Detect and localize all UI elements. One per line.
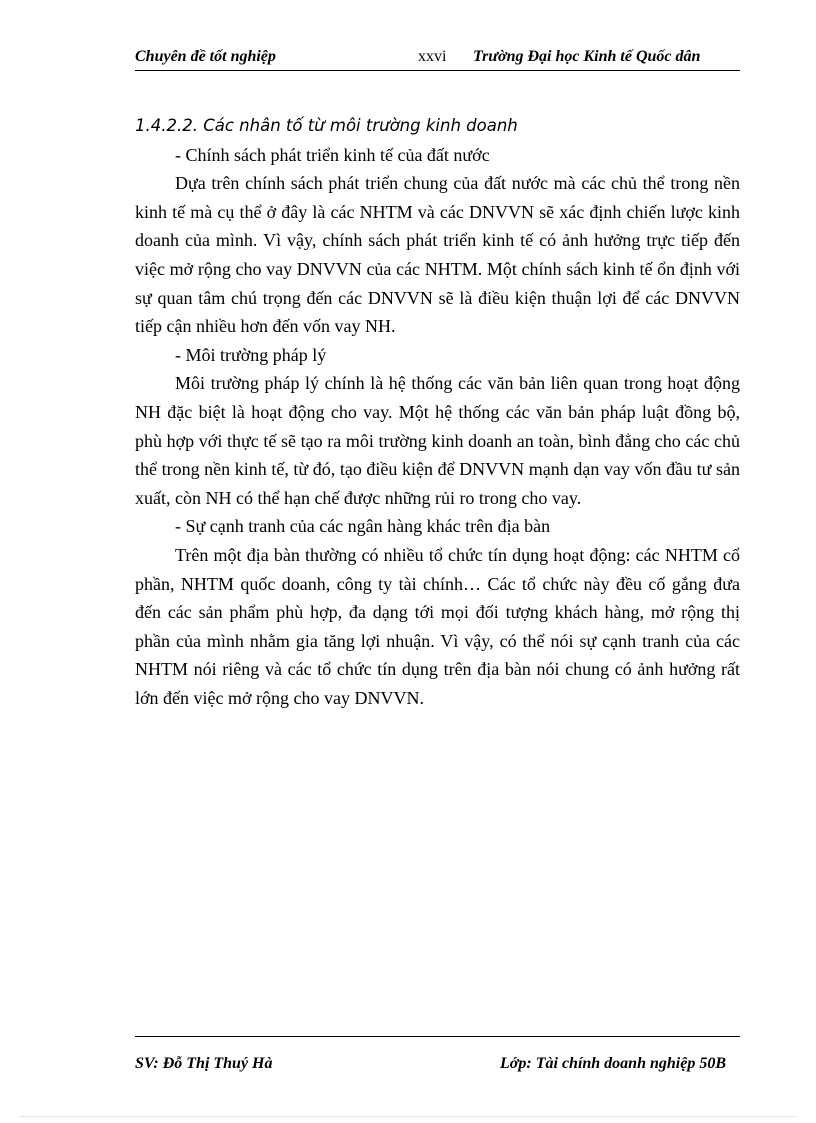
page-footer — [135, 1055, 740, 1079]
footer-divider — [135, 1036, 740, 1037]
page-body — [135, 112, 740, 712]
footer-class-name: Lớp: Tài chính doanh nghiệp 50B — [500, 1055, 726, 1072]
paragraph-economic-policy: Dựa trên chính sách phát triển chung của đất nước mà các chủ thể trong nền kinh tế mà cụ thể ở đây là các NHTM và các DNVVN sẽ xác định chiến lược kinh doanh của mình. Vì vậy, chính sách phát triển kinh tế có ảnh hưởng trực tiếp đến việc mở rộng cho vay DNVVN của các NHTM. Một chính sách kinh tế ổn định với sự quan tâm chú trọng đến các DNVVN sẽ là điều kiện thuận lợi để các DNVVN tiếp cận nhiều hơn đến vốn vay NH. — [135, 173, 740, 337]
page-header — [135, 48, 740, 72]
paragraph-competition: Trên một địa bàn thường có nhiều tổ chức tín dụng hoạt động: các NHTM cổ phần, NHTM quốc doanh, công ty tài chính… Các tổ chức này đều cố gắng đưa đến các sản phẩm phù hợp, đa dạng tới mọi đối tượng khách hàng, mở rộng thị phần của mình nhằm gia tăng lợi nhuận. Vì vậy, có thể nói sự cạnh tranh của các NHTM nói riêng và các tổ chức tín dụng trên địa bàn nói chung có ảnh hưởng rất lớn đến việc mở rộng cho vay DNVVN. — [135, 544, 740, 708]
header-university: Trường Đại học Kinh tế Quốc dân — [473, 48, 701, 65]
page-number: xxvi — [418, 48, 447, 65]
paragraph-legal-environment: Môi trường pháp lý chính là hệ thống các văn bản liên quan trong hoạt động NH đặc biệt là hoạt động cho vay. Một hệ thống các văn bản pháp luật đồng bộ, phù hợp với thực tế sẽ tạo ra môi trường kinh doanh an toàn, bình đẳng cho các chủ thể trong nền kinh tế, từ đó, tạo điều kiện để DNVVN mạnh dạn vay vốn đầu tư sản xuất, còn NH có thể hạn chế được những rủi ro trong cho vay. — [135, 373, 740, 508]
subsection-heading-competition: - Sự cạnh tranh của các ngân hàng khác trên địa bàn — [175, 516, 551, 537]
footer-student-name: SV: Đỗ Thị Thuý Hà — [135, 1055, 273, 1072]
header-thesis-title: Chuyên đề tốt nghiệp — [135, 48, 276, 65]
subsection-heading-legal-environment: - Môi trường pháp lý — [175, 344, 327, 365]
section-title: 1.4.2.2. Các nhân tố từ môi trường kinh doanh — [135, 116, 518, 135]
subsection-heading-economic-policy: - Chính sách phát triển kinh tế của đất nước — [175, 144, 490, 165]
page-edge-dotted-line — [20, 1116, 796, 1117]
header-divider — [135, 70, 740, 71]
